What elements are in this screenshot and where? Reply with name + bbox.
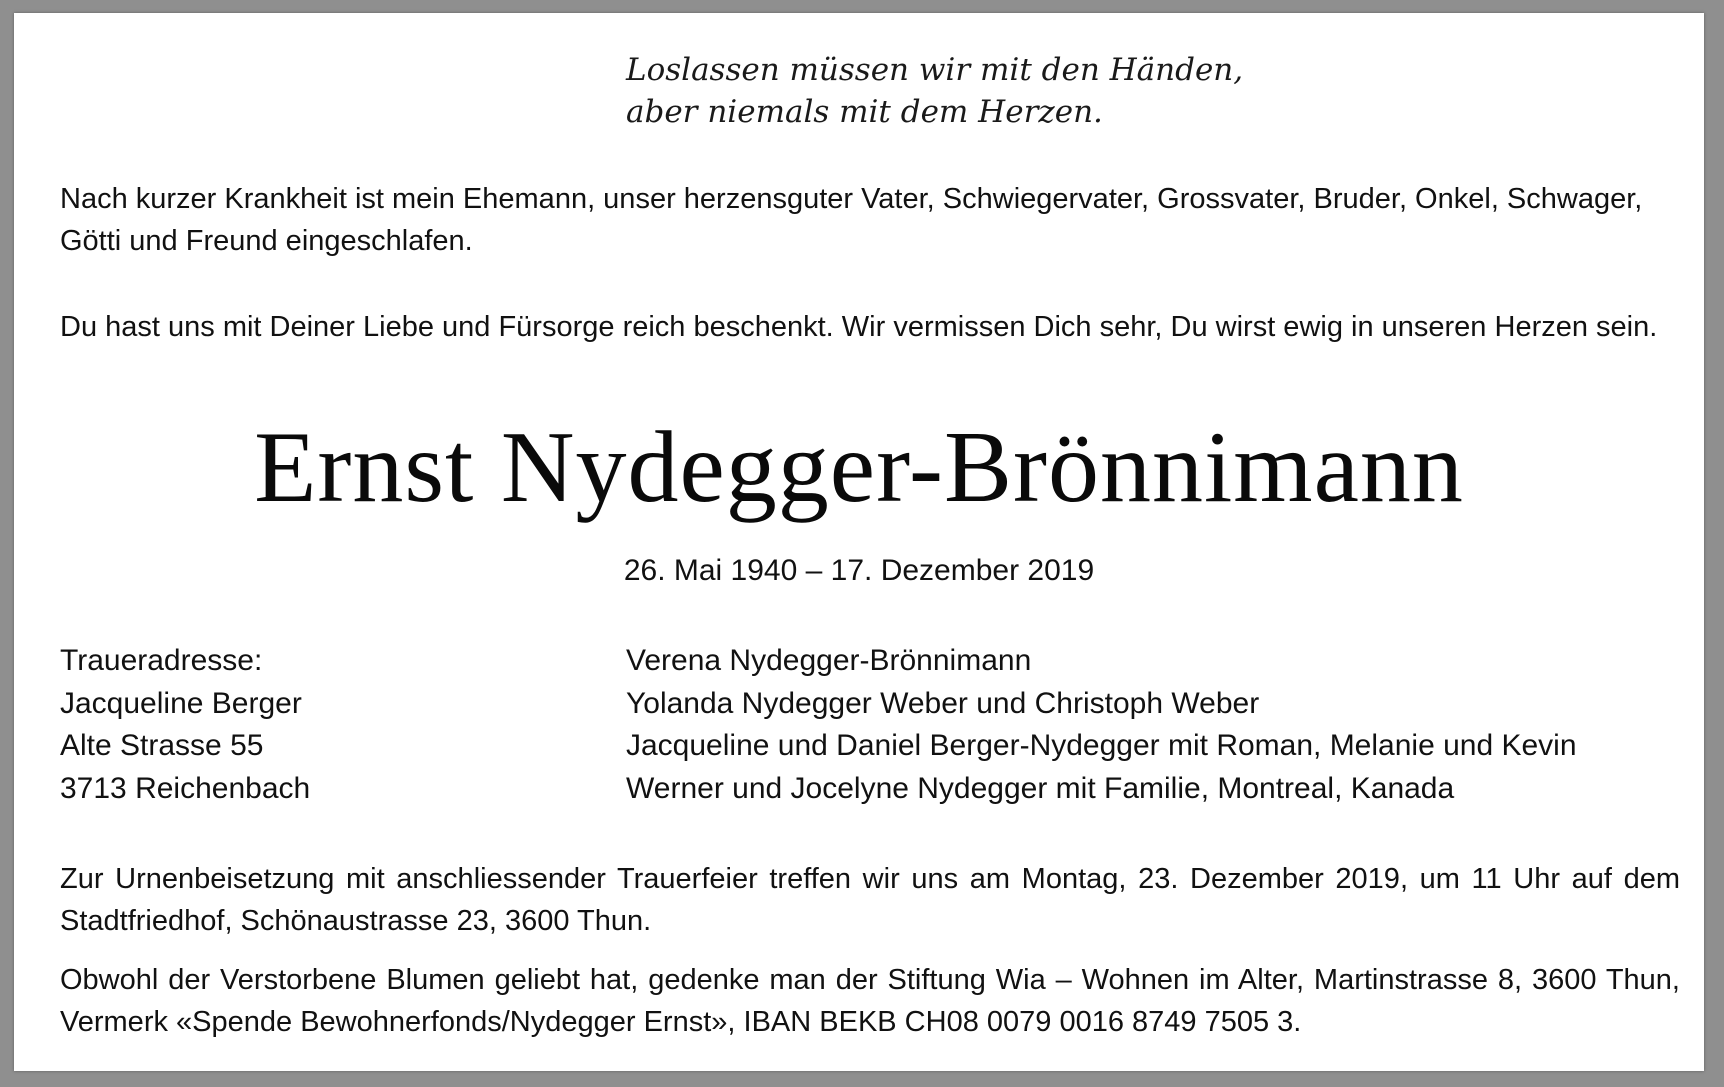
life-dates: 26. Mai 1940 – 17. Dezember 2019 <box>623 554 1095 587</box>
mourners-list <box>626 640 1686 810</box>
address-city: 3713 Reichenbach <box>60 771 311 805</box>
obituary-notice <box>14 13 1704 1071</box>
address-street: Alte Strasse 55 <box>60 729 264 762</box>
tribute-paragraph: Du hast uns mit Deiner Liebe und Fürsorge reich beschenkt. Wir vermissen Dich sehr, Du wirst ewig in unseren Herzen sein. <box>60 311 1658 343</box>
address-name: Jacqueline Berger <box>60 686 302 720</box>
intro-paragraph: Nach kurzer Krankheit ist mein Ehemann, unser herzensguter Vater, Schwiegervater, Grossvater, Bruder, Onkel, Schwager, Götti und Freund eingeschlafen. <box>60 183 1643 257</box>
mourning-address <box>60 640 310 810</box>
motto-line-2: aber niemals mit dem Herzen. <box>626 94 1103 130</box>
address-label: Traueradresse: <box>60 644 263 677</box>
mourner-item: Verena Nydegger-Brönnimann <box>626 644 1032 677</box>
motto-quote <box>626 49 1243 133</box>
mourner-item: Werner und Jocelyne Nydegger mit Familie, Montreal, Kanada <box>626 771 1455 805</box>
mourner-item: Jacqueline und Daniel Berger-Nydegger mit Roman, Melanie und Kevin <box>626 729 1577 762</box>
deceased-name: Ernst Nydegger-Brönnimann <box>254 411 1464 524</box>
motto-line-1: Loslassen müssen wir mit den Händen, <box>626 52 1244 88</box>
donation-paragraph: Obwohl der Verstorbene Blumen geliebt hat, gedenke man der Stiftung Wia – Wohnen im Alter, Martinstrasse 8, 3600 Thun, Vermerk «Spende Bewohnerfonds/Nydegger Ernst», IBAN BEKB CH08 0079 0016 8749 7505 3. <box>60 964 1680 1038</box>
ceremony-paragraph: Zur Urnenbeisetzung mit anschliessender Trauerfeier treffen wir uns am Montag, 23. Dezember 2019, um 11 Uhr auf dem Stadtfriedhof, Schönaustrasse 23, 3600 Thun. <box>60 863 1680 937</box>
mourner-item: Yolanda Nydegger Weber und Christoph Weber <box>626 686 1260 720</box>
